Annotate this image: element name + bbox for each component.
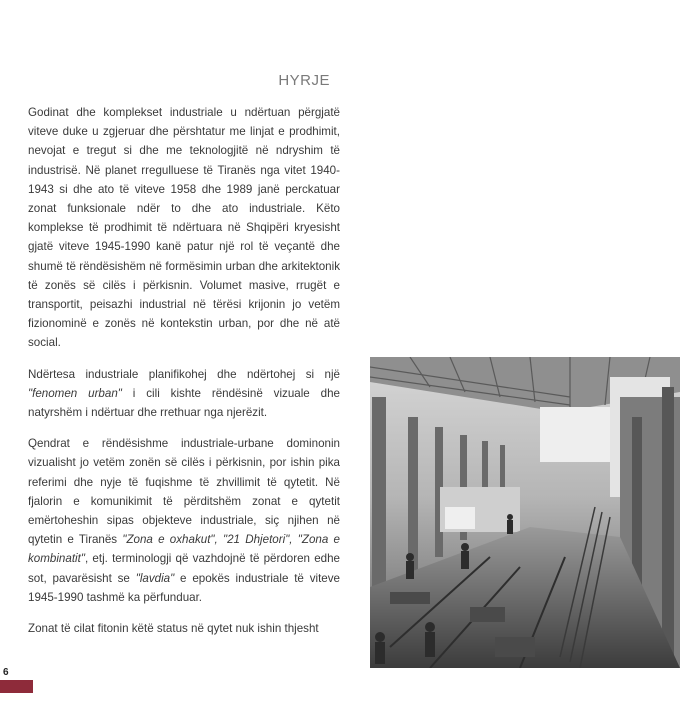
paragraph-3-emphasis-lavdia: "lavdia" bbox=[135, 571, 175, 585]
paragraph-3-emphasis-zones: "Zona e oxhakut", "21 Dhjetori", "Zona e kombinatit" bbox=[28, 533, 340, 566]
paragraph-1: Godinat dhe komplekset industriale u ndërtuan përgjatë viteve duke u zgjeruar dhe përshtatur me linjat e prodhimit, nevojat e tregut si dhe me teknologjitë në ndryshim të industrisë. Në planet rregulluese të Tiranës nga vitet 1940-1943 si dhe ato të viteve 1958 dhe 1989 janë perckatuar zonat funksionale ndër to dhe ato industriale. Këto komplekse të prodhimit të ndërtuara në Shqipëri kryesisht gjatë viteve 1945-1990 kanë patur një rol të veçantë dhe shumë të rëndësishëm në formësimin urban dhe arkitektonik të zonës së cilës i përkisnin. Volumet masive, rrugët e transportit, peisazhi industrial në tërësi krijonin jo vetëm fizionominë e zonës në kontekstin urban, por dhe në atë social. bbox=[28, 106, 340, 350]
page-number: 6 bbox=[3, 667, 9, 678]
paragraph-3 bbox=[28, 434, 340, 607]
section-heading: HYRJE bbox=[278, 72, 330, 89]
paragraph-2-emphasis: "fenomen urban" bbox=[28, 386, 122, 400]
factory-interior-photo bbox=[370, 357, 680, 668]
body-text-column bbox=[28, 103, 340, 650]
page-accent-bar bbox=[0, 680, 33, 693]
paragraph-3-part-a: Qendrat e rëndësishme industriale-urbane dominonin vizualisht jo vetëm zonën së cilës i përkisnin, por ishin pika referimi dhe nyje të fuqishme të zhvillimit të qytetit. Në fjalorin e komunikimit të përditshëm zonat e qytetit emërtoheshin sipas objekteve industriale, siç njihen në qytetin e Tiranës bbox=[28, 437, 340, 547]
paragraph-2-part-a: Ndërtesa industriale planifikohej dhe ndërtohej si një bbox=[28, 367, 340, 381]
paragraph-4: Zonat të cilat fitonin këtë status në qytet nuk ishin thjesht bbox=[28, 622, 319, 636]
paragraph-2-part-b: i cili kishte rëndësinë vizuale dhe natyrshëm i ndërtuar dhe rrethuar nga njerëzit. bbox=[28, 386, 340, 420]
paragraph-3-part-c: e epokës industriale të viteve 1945-1990 tashmë ka përfunduar. bbox=[28, 571, 340, 604]
paragraph-2 bbox=[28, 365, 340, 423]
paragraph-3-part-b: , etj. terminologji që vazhdojnë të përdoren edhe sot, pavarësisht se bbox=[28, 552, 340, 585]
